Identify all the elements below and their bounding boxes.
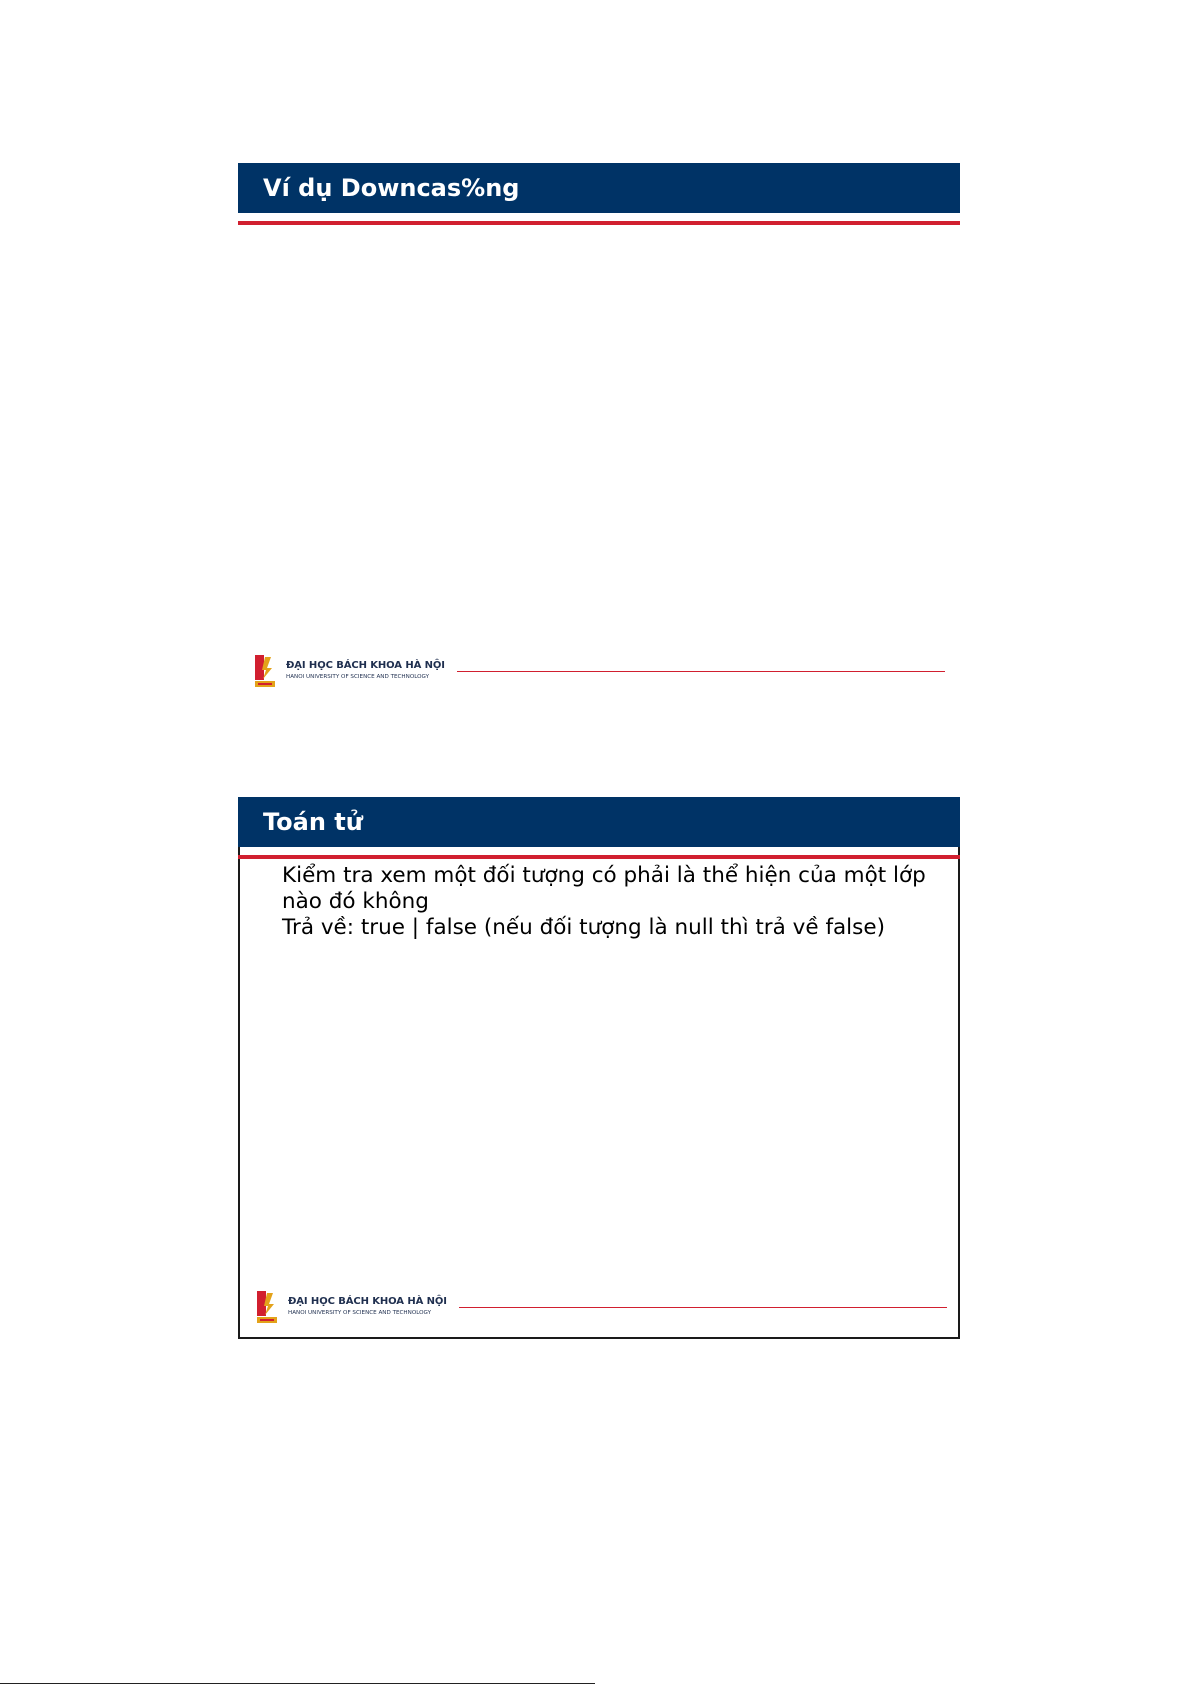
body-line: Trả về: true | false (nếu đối tượng là null thì trả về false) [282,915,885,940]
university-name-en: HANOI UNIVERSITY OF SCIENCE AND TECHNOLOGY [286,674,430,680]
slide-footer [255,655,945,689]
slide-operator [238,797,960,1339]
footer-divider [457,671,945,672]
page-bottom-divider [0,1683,595,1684]
slide-title: Toán tử [263,808,363,836]
slide-body [282,863,942,941]
title-divider [238,221,960,225]
footer-divider [459,1307,947,1308]
hust-logo-icon [255,655,275,687]
slide-title-bar [238,163,960,213]
title-divider [238,855,960,859]
slide-title-bar [238,797,960,847]
slide-title: Ví dụ Downcas%ng [263,174,520,202]
body-line: nào đó không [282,889,429,914]
hust-logo-icon [257,1291,277,1323]
slide-footer [257,1291,947,1325]
university-name-vi: ĐẠI HỌC BÁCH KHOA HÀ NỘI [286,660,445,671]
body-line: Kiểm tra xem một đối tượng có phải là thể hiện của một lớp [282,863,926,888]
slide-downcasting-example [238,163,960,703]
university-name-en: HANOI UNIVERSITY OF SCIENCE AND TECHNOLOGY [288,1310,432,1316]
university-name-vi: ĐẠI HỌC BÁCH KHOA HÀ NỘI [288,1296,447,1307]
